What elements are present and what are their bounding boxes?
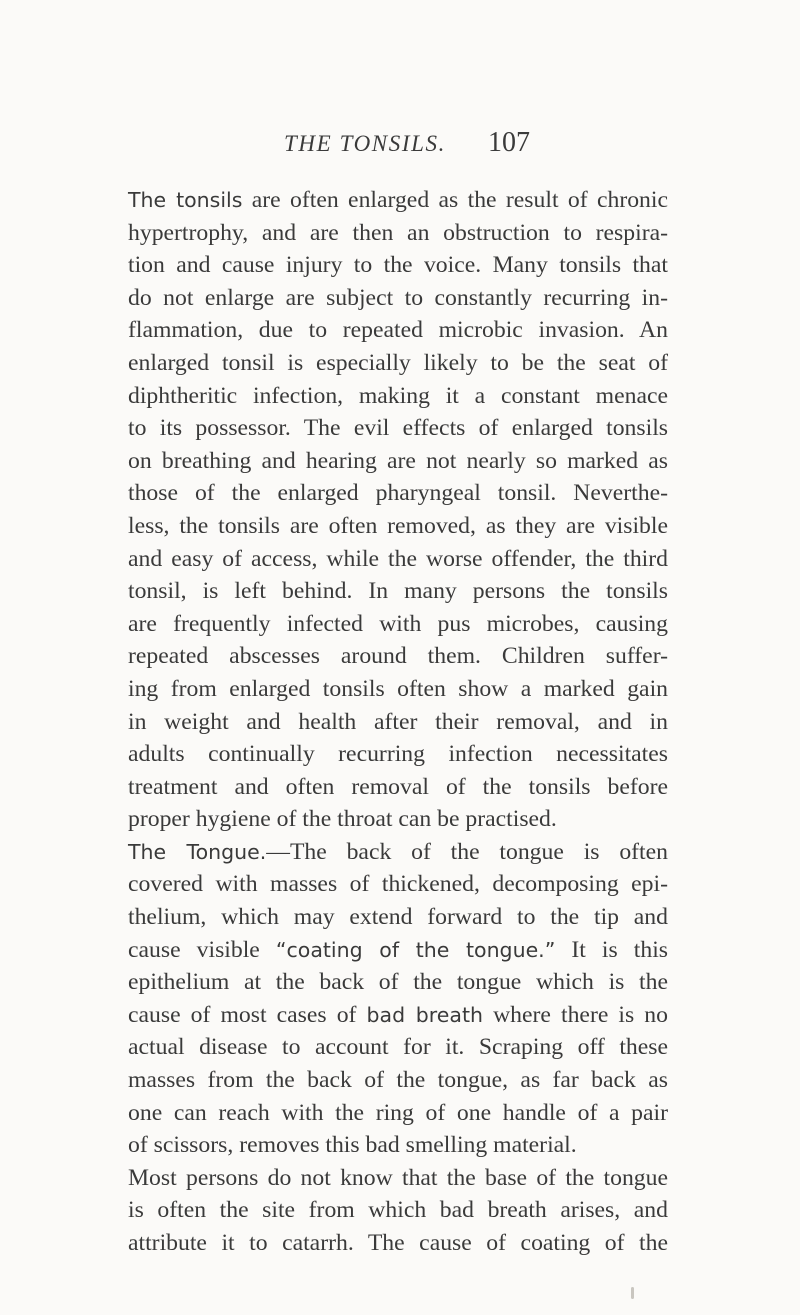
text-line: [128, 868, 668, 901]
text-line: [128, 184, 668, 217]
text-segment: those of the enlarged pharyngeal tonsil. Neverthe-: [128, 480, 668, 507]
text-line: [128, 738, 668, 771]
text-segment: less, the tonsils are often removed, as they are visible: [128, 512, 668, 539]
text-segment: repeated abscesses around them. Children suffer-: [128, 643, 668, 670]
text-segment: attribute it to catarrh. The cause of coating of the: [128, 1230, 668, 1256]
text-line: [128, 1129, 668, 1162]
emphasis-text: “coating of the tongue.”: [275, 937, 556, 962]
text-segment: tion and cause injury to the voice. Many tonsils that: [128, 252, 668, 279]
text-line: [128, 347, 668, 380]
text-line: [128, 314, 668, 347]
text-segment: adults continually recurring infection necessitates: [128, 741, 668, 768]
text-line: [128, 217, 668, 250]
text-segment: It is this: [555, 936, 668, 963]
text-segment: on breathing and hearing are not nearly so marked as: [128, 447, 668, 474]
text-segment: proper hygiene of the throat can be practised.: [128, 806, 557, 833]
emphasis-text: The tonsils: [128, 188, 243, 212]
text-line: [128, 1064, 668, 1097]
text-line: [128, 412, 668, 445]
running-head: THE TONSILS.: [284, 131, 446, 156]
text-segment: are often enlarged as the result of chronic: [242, 187, 668, 213]
text-line: [128, 1162, 668, 1195]
text-line: [128, 608, 668, 641]
text-line: [128, 966, 668, 999]
emphasis-text: The Tongue.: [128, 839, 267, 864]
text-line: [128, 380, 668, 413]
text-line: [128, 1194, 668, 1227]
text-line: [128, 1031, 668, 1064]
text-segment: to its possessor. The evil effects of enlarged tonsils: [128, 415, 668, 442]
text-segment: do not enlarge are subject to constantly recurring in-: [128, 284, 668, 311]
text-line: [128, 934, 668, 967]
text-line: [128, 640, 668, 673]
text-line: [128, 543, 668, 576]
text-line: [128, 803, 668, 836]
text-segment: tonsil, is left behind. In many persons the tonsils: [128, 578, 668, 605]
text-line: [128, 575, 668, 608]
text-line: [128, 249, 668, 282]
text-segment: are frequently infected with pus microbes, causing: [128, 610, 668, 637]
text-segment: masses from the back of the tongue, as far back as: [128, 1067, 668, 1094]
text-segment: of scissors, removes this bad smelling material.: [128, 1132, 577, 1159]
text-line: [128, 999, 668, 1032]
text-line: [128, 445, 668, 478]
text-line: [128, 1097, 668, 1130]
page-header: [0, 127, 800, 171]
text-line: [128, 1227, 668, 1260]
text-line: [128, 771, 668, 804]
text-line: [128, 836, 668, 869]
text-segment: cause of most cases of: [128, 1001, 367, 1028]
text-line: [128, 706, 668, 739]
text-segment: actual disease to account for it. Scraping off these: [128, 1034, 668, 1061]
text-line: [128, 282, 668, 315]
text-line: [128, 477, 668, 510]
text-segment: epithelium at the back of the tongue which is the: [128, 969, 668, 996]
text-segment: where there is no: [482, 1001, 668, 1028]
text-segment: hypertrophy, and are then an obstruction to respira-: [128, 219, 668, 246]
text-segment: Most persons do not know that the base of the tongue: [128, 1164, 668, 1191]
text-segment: flammation, due to repeated microbic invasion. An: [128, 317, 668, 344]
text-segment: diphtheritic infection, making it a constant menace: [128, 382, 668, 409]
text-segment: ing from enlarged tonsils often show a marked gain: [128, 675, 668, 702]
text-segment: enlarged tonsil is especially likely to be the seat of: [128, 349, 668, 376]
text-segment: covered with masses of thickened, decomposing epi-: [128, 871, 668, 898]
body-text: [128, 184, 668, 1260]
text-segment: in weight and health after their removal, and in: [128, 708, 668, 735]
text-line: [128, 901, 668, 934]
page-number: 107: [488, 127, 530, 158]
text-segment: treatment and often removal of the tonsils before: [128, 773, 668, 800]
page-speck: [631, 1287, 634, 1299]
emphasis-text: bad breath: [366, 1002, 483, 1027]
text-segment: cause visible: [128, 936, 276, 963]
text-line: [128, 673, 668, 706]
text-segment: is often the site from which bad breath arises, and: [128, 1197, 668, 1224]
text-segment: thelium, which may extend forward to the tip and: [128, 904, 668, 931]
text-segment: and easy of access, while the worse offender, the third: [128, 545, 668, 572]
text-line: [128, 510, 668, 543]
text-segment: —The back of the tongue is often: [266, 838, 668, 865]
text-segment: one can reach with the ring of one handle of a pair: [128, 1099, 668, 1126]
